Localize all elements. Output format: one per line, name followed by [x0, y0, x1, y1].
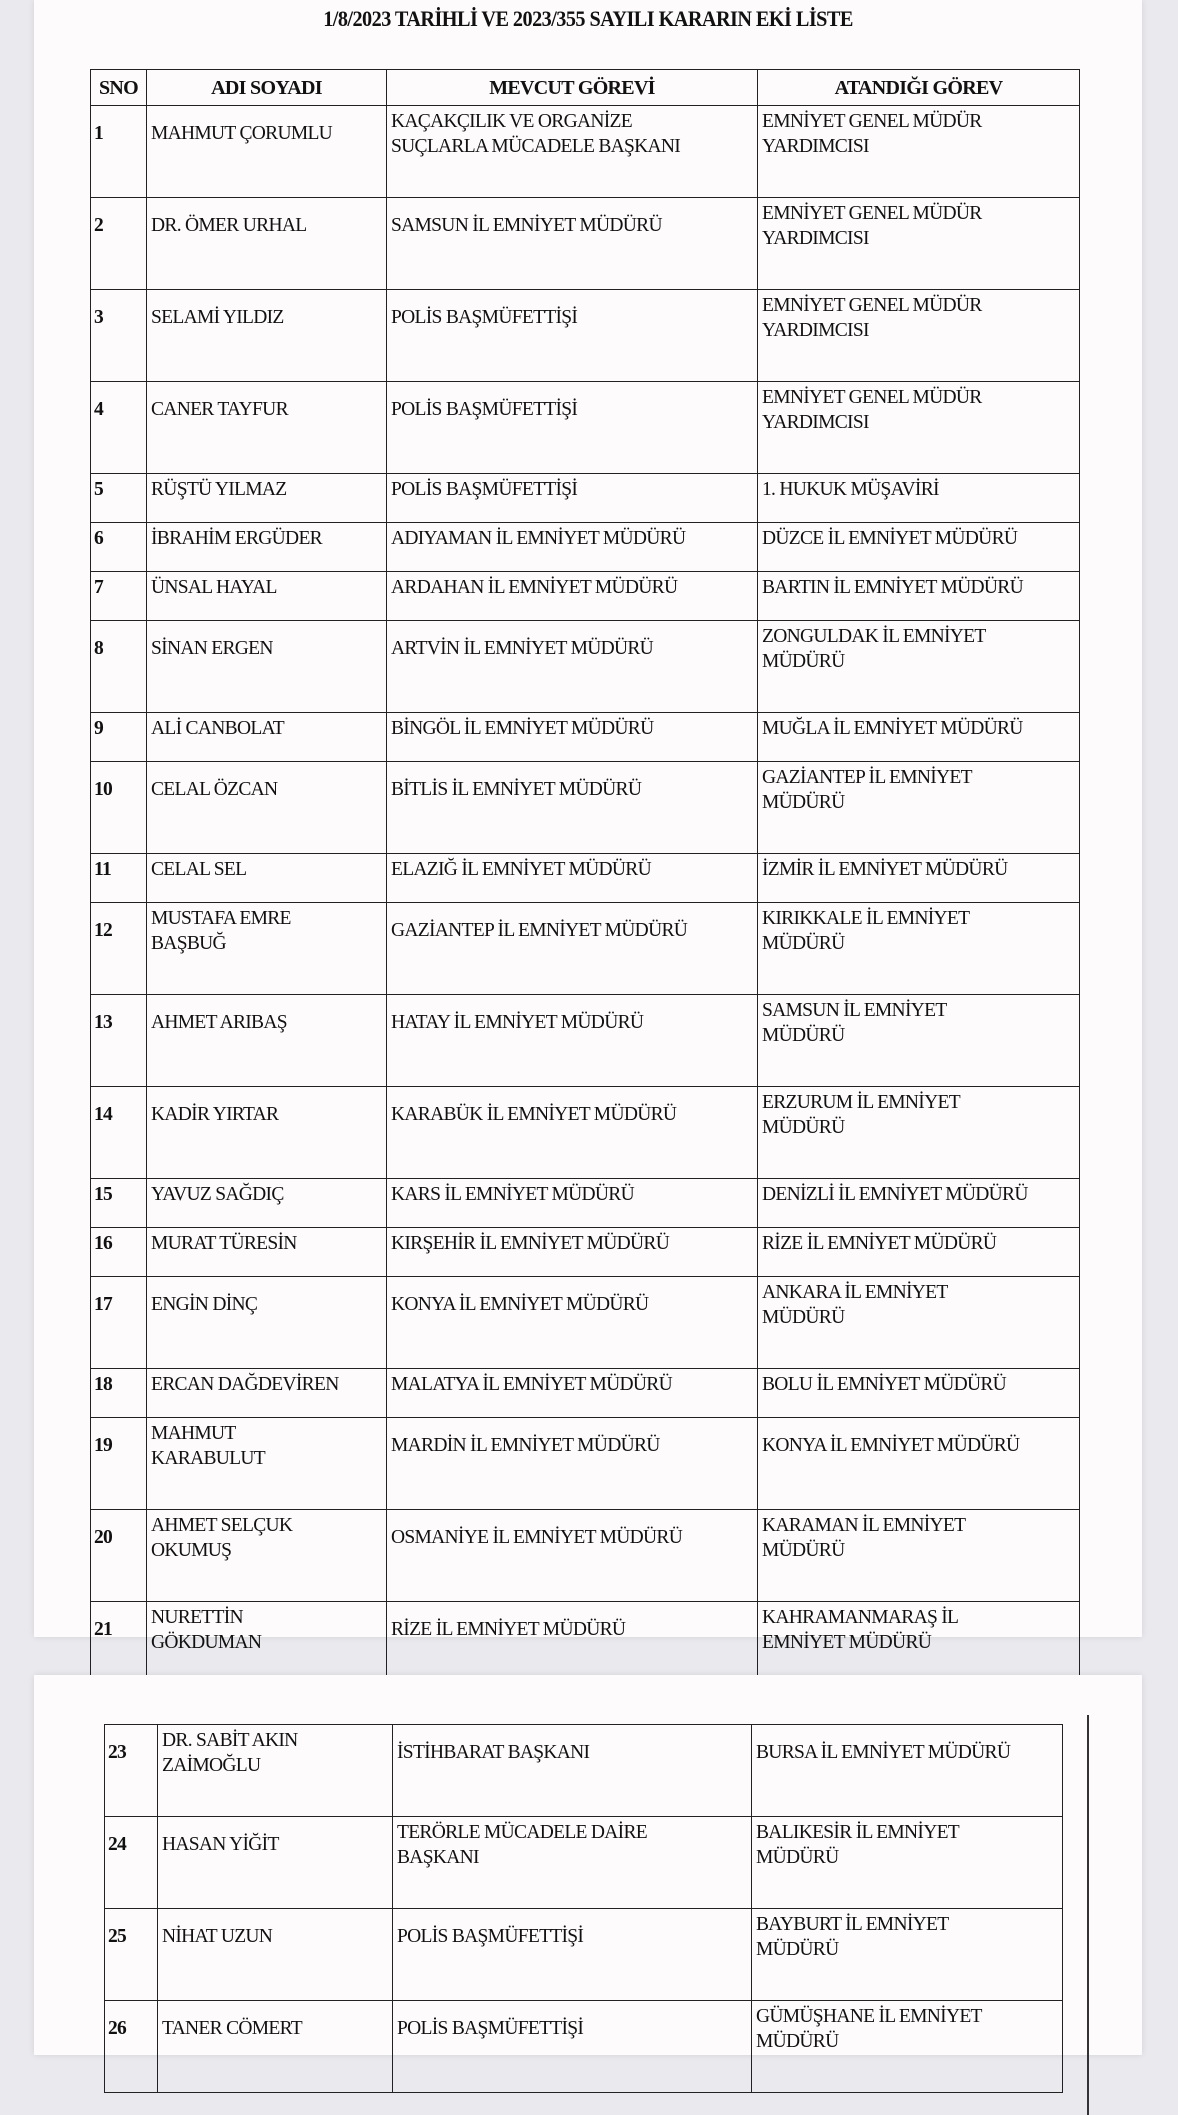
- cell-current-position: MARDİN İL EMNİYET MÜDÜRÜ: [387, 1418, 758, 1510]
- cell-name: ENGİN DİNÇ: [147, 1277, 387, 1369]
- cell-name: SELAMİ YILDIZ: [147, 290, 387, 382]
- cell-assigned-position: 1. HUKUK MÜŞAVİRİ: [758, 474, 1080, 523]
- table-row: [91, 1418, 1080, 1510]
- table-row: [91, 474, 1080, 523]
- cell-assigned-position: İZMİR İL EMNİYET MÜDÜRÜ: [758, 854, 1080, 903]
- table-row: [91, 995, 1080, 1087]
- cell-name: ÜNSAL HAYAL: [147, 572, 387, 621]
- cell-name: DR. SABİT AKIN ZAİMOĞLU: [158, 1725, 393, 1817]
- cell-sno: 26: [105, 2001, 158, 2093]
- cell-name: NİHAT UZUN: [158, 1909, 393, 2001]
- cell-sno: 2: [91, 198, 147, 290]
- cell-name: MAHMUT KARABULUT: [147, 1418, 387, 1510]
- cell-assigned-position: KARAMAN İL EMNİYET MÜDÜRÜ: [758, 1510, 1080, 1602]
- cell-assigned-position: EMNİYET GENEL MÜDÜR YARDIMCISI: [758, 106, 1080, 198]
- cell-current-position: BİTLİS İL EMNİYET MÜDÜRÜ: [387, 762, 758, 854]
- table-row: [91, 523, 1080, 572]
- cell-name: CELAL ÖZCAN: [147, 762, 387, 854]
- cell-sno: 24: [105, 1817, 158, 1909]
- cell-name: İBRAHİM ERGÜDER: [147, 523, 387, 572]
- column-header-current-position: MEVCUT GÖREVİ: [387, 70, 758, 106]
- cell-current-position: POLİS BAŞMÜFETTİŞİ: [393, 2001, 752, 2093]
- cell-sno: 5: [91, 474, 147, 523]
- cell-sno: 20: [91, 1510, 147, 1602]
- cell-current-position: POLİS BAŞMÜFETTİŞİ: [387, 474, 758, 523]
- cell-assigned-position: GÜMÜŞHANE İL EMNİYET MÜDÜRÜ: [752, 2001, 1063, 2093]
- table-row: [91, 290, 1080, 382]
- cell-current-position: İSTİHBARAT BAŞKANI: [393, 1725, 752, 1817]
- table-row: [105, 1817, 1063, 1909]
- cell-current-position: HATAY İL EMNİYET MÜDÜRÜ: [387, 995, 758, 1087]
- cell-name: KADİR YIRTAR: [147, 1087, 387, 1179]
- cell-assigned-position: KIRIKKALE İL EMNİYET MÜDÜRÜ: [758, 903, 1080, 995]
- table-row: [91, 621, 1080, 713]
- cell-assigned-position: ZONGULDAK İL EMNİYET MÜDÜRÜ: [758, 621, 1080, 713]
- cell-current-position: ARTVİN İL EMNİYET MÜDÜRÜ: [387, 621, 758, 713]
- cell-assigned-position: EMNİYET GENEL MÜDÜR YARDIMCISI: [758, 290, 1080, 382]
- cell-assigned-position: DENİZLİ İL EMNİYET MÜDÜRÜ: [758, 1179, 1080, 1228]
- cell-current-position: KARS İL EMNİYET MÜDÜRÜ: [387, 1179, 758, 1228]
- cell-sno: 17: [91, 1277, 147, 1369]
- cell-assigned-position: EMNİYET GENEL MÜDÜR YARDIMCISI: [758, 198, 1080, 290]
- cell-sno: 19: [91, 1418, 147, 1510]
- cell-current-position: MALATYA İL EMNİYET MÜDÜRÜ: [387, 1369, 758, 1418]
- cell-name: CANER TAYFUR: [147, 382, 387, 474]
- cell-current-position: OSMANİYE İL EMNİYET MÜDÜRÜ: [387, 1510, 758, 1602]
- table-row: [91, 382, 1080, 474]
- cell-sno: 10: [91, 762, 147, 854]
- cell-assigned-position: RİZE İL EMNİYET MÜDÜRÜ: [758, 1228, 1080, 1277]
- cell-sno: 3: [91, 290, 147, 382]
- cell-current-position: BİNGÖL İL EMNİYET MÜDÜRÜ: [387, 713, 758, 762]
- column-header-assigned-position: ATANDIĞI GÖREV: [758, 70, 1080, 106]
- cell-sno: 12: [91, 903, 147, 995]
- cell-name: YAVUZ SAĞDIÇ: [147, 1179, 387, 1228]
- cell-current-position: ARDAHAN İL EMNİYET MÜDÜRÜ: [387, 572, 758, 621]
- cell-sno: 18: [91, 1369, 147, 1418]
- cell-assigned-position: BARTIN İL EMNİYET MÜDÜRÜ: [758, 572, 1080, 621]
- cell-name: MAHMUT ÇORUMLU: [147, 106, 387, 198]
- column-header-sno: SNO: [91, 70, 147, 106]
- cell-name: AHMET SELÇUK OKUMUŞ: [147, 1510, 387, 1602]
- appointment-table: [90, 69, 1080, 1743]
- cell-name: SİNAN ERGEN: [147, 621, 387, 713]
- cell-current-position: KONYA İL EMNİYET MÜDÜRÜ: [387, 1277, 758, 1369]
- appointment-table-continued: [104, 1724, 1063, 2093]
- cell-name: RÜŞTÜ YILMAZ: [147, 474, 387, 523]
- cell-sno: 1: [91, 106, 147, 198]
- table-row: [91, 1369, 1080, 1418]
- table-row: [91, 903, 1080, 995]
- table-row: [91, 1087, 1080, 1179]
- cell-current-position: ELAZIĞ İL EMNİYET MÜDÜRÜ: [387, 854, 758, 903]
- cell-name: CELAL SEL: [147, 854, 387, 903]
- cell-sno: 7: [91, 572, 147, 621]
- cell-current-position: ADIYAMAN İL EMNİYET MÜDÜRÜ: [387, 523, 758, 572]
- table-row: [91, 713, 1080, 762]
- cell-name: NURETTİN GÖKDUMAN: [147, 1602, 387, 1694]
- table-row: [91, 854, 1080, 903]
- table-row: [91, 1510, 1080, 1602]
- table-row: [105, 1909, 1063, 2001]
- cell-sno: 15: [91, 1179, 147, 1228]
- table-row: [91, 1228, 1080, 1277]
- cell-current-position: RİZE İL EMNİYET MÜDÜRÜ: [387, 1602, 758, 1694]
- cell-current-position: KAÇAKÇILIK VE ORGANİZE SUÇLARLA MÜCADELE BAŞKANI: [387, 106, 758, 198]
- page-edge-line: [1087, 1715, 1089, 2115]
- cell-current-position: KARABÜK İL EMNİYET MÜDÜRÜ: [387, 1087, 758, 1179]
- cell-assigned-position: KONYA İL EMNİYET MÜDÜRÜ: [758, 1418, 1080, 1510]
- cell-current-position: POLİS BAŞMÜFETTİŞİ: [393, 1909, 752, 2001]
- cell-assigned-position: GAZİANTEP İL EMNİYET MÜDÜRÜ: [758, 762, 1080, 854]
- cell-sno: 16: [91, 1228, 147, 1277]
- table-row: [105, 1725, 1063, 1817]
- cell-sno: 11: [91, 854, 147, 903]
- cell-assigned-position: BALIKESİR İL EMNİYET MÜDÜRÜ: [752, 1817, 1063, 1909]
- cell-name: MURAT TÜRESİN: [147, 1228, 387, 1277]
- cell-assigned-position: DÜZCE İL EMNİYET MÜDÜRÜ: [758, 523, 1080, 572]
- cell-assigned-position: SAMSUN İL EMNİYET MÜDÜRÜ: [758, 995, 1080, 1087]
- cell-sno: 14: [91, 1087, 147, 1179]
- cell-sno: 25: [105, 1909, 158, 2001]
- column-header-name: ADI SOYADI: [147, 70, 387, 106]
- cell-assigned-position: BOLU İL EMNİYET MÜDÜRÜ: [758, 1369, 1080, 1418]
- cell-assigned-position: ANKARA İL EMNİYET MÜDÜRÜ: [758, 1277, 1080, 1369]
- cell-assigned-position: BAYBURT İL EMNİYET MÜDÜRÜ: [752, 1909, 1063, 2001]
- cell-name: AHMET ARIBAŞ: [147, 995, 387, 1087]
- document-page-2: [34, 1675, 1142, 2055]
- cell-name: MUSTAFA EMRE BAŞBUĞ: [147, 903, 387, 995]
- cell-assigned-position: ERZURUM İL EMNİYET MÜDÜRÜ: [758, 1087, 1080, 1179]
- cell-sno: 13: [91, 995, 147, 1087]
- cell-current-position: SAMSUN İL EMNİYET MÜDÜRÜ: [387, 198, 758, 290]
- cell-current-position: POLİS BAŞMÜFETTİŞİ: [387, 290, 758, 382]
- cell-current-position: GAZİANTEP İL EMNİYET MÜDÜRÜ: [387, 903, 758, 995]
- table-header-row: [91, 70, 1080, 106]
- document-page-1: [34, 0, 1142, 1653]
- cell-current-position: KIRŞEHİR İL EMNİYET MÜDÜRÜ: [387, 1228, 758, 1277]
- cell-sno: 23: [105, 1725, 158, 1817]
- table-row: [91, 106, 1080, 198]
- table-row: [91, 1179, 1080, 1228]
- table-row: [91, 198, 1080, 290]
- cell-sno: 4: [91, 382, 147, 474]
- cell-name: HASAN YİĞİT: [158, 1817, 393, 1909]
- cell-name: DR. ÖMER URHAL: [147, 198, 387, 290]
- cell-sno: 6: [91, 523, 147, 572]
- cell-name: TANER CÖMERT: [158, 2001, 393, 2093]
- cell-name: ERCAN DAĞDEVİREN: [147, 1369, 387, 1418]
- cell-sno: 21: [91, 1602, 147, 1694]
- cell-sno: 8: [91, 621, 147, 713]
- table-row: [105, 2001, 1063, 2093]
- cell-current-position: TERÖRLE MÜCADELE DAİRE BAŞKANI: [393, 1817, 752, 1909]
- table-row: [91, 762, 1080, 854]
- cell-name: ALİ CANBOLAT: [147, 713, 387, 762]
- cell-assigned-position: KAHRAMANMARAŞ İL EMNİYET MÜDÜRÜ: [758, 1602, 1080, 1694]
- cell-assigned-position: EMNİYET GENEL MÜDÜR YARDIMCISI: [758, 382, 1080, 474]
- cell-current-position: POLİS BAŞMÜFETTİŞİ: [387, 382, 758, 474]
- table-row: [91, 1277, 1080, 1369]
- cell-sno: 9: [91, 713, 147, 762]
- table-row: [91, 572, 1080, 621]
- cell-assigned-position: BURSA İL EMNİYET MÜDÜRÜ: [752, 1725, 1063, 1817]
- cell-assigned-position: MUĞLA İL EMNİYET MÜDÜRÜ: [758, 713, 1080, 762]
- document-title: 1/8/2023 TARİHLİ VE 2023/355 SAYILI KARARIN EKİ LİSTE: [323, 6, 853, 31]
